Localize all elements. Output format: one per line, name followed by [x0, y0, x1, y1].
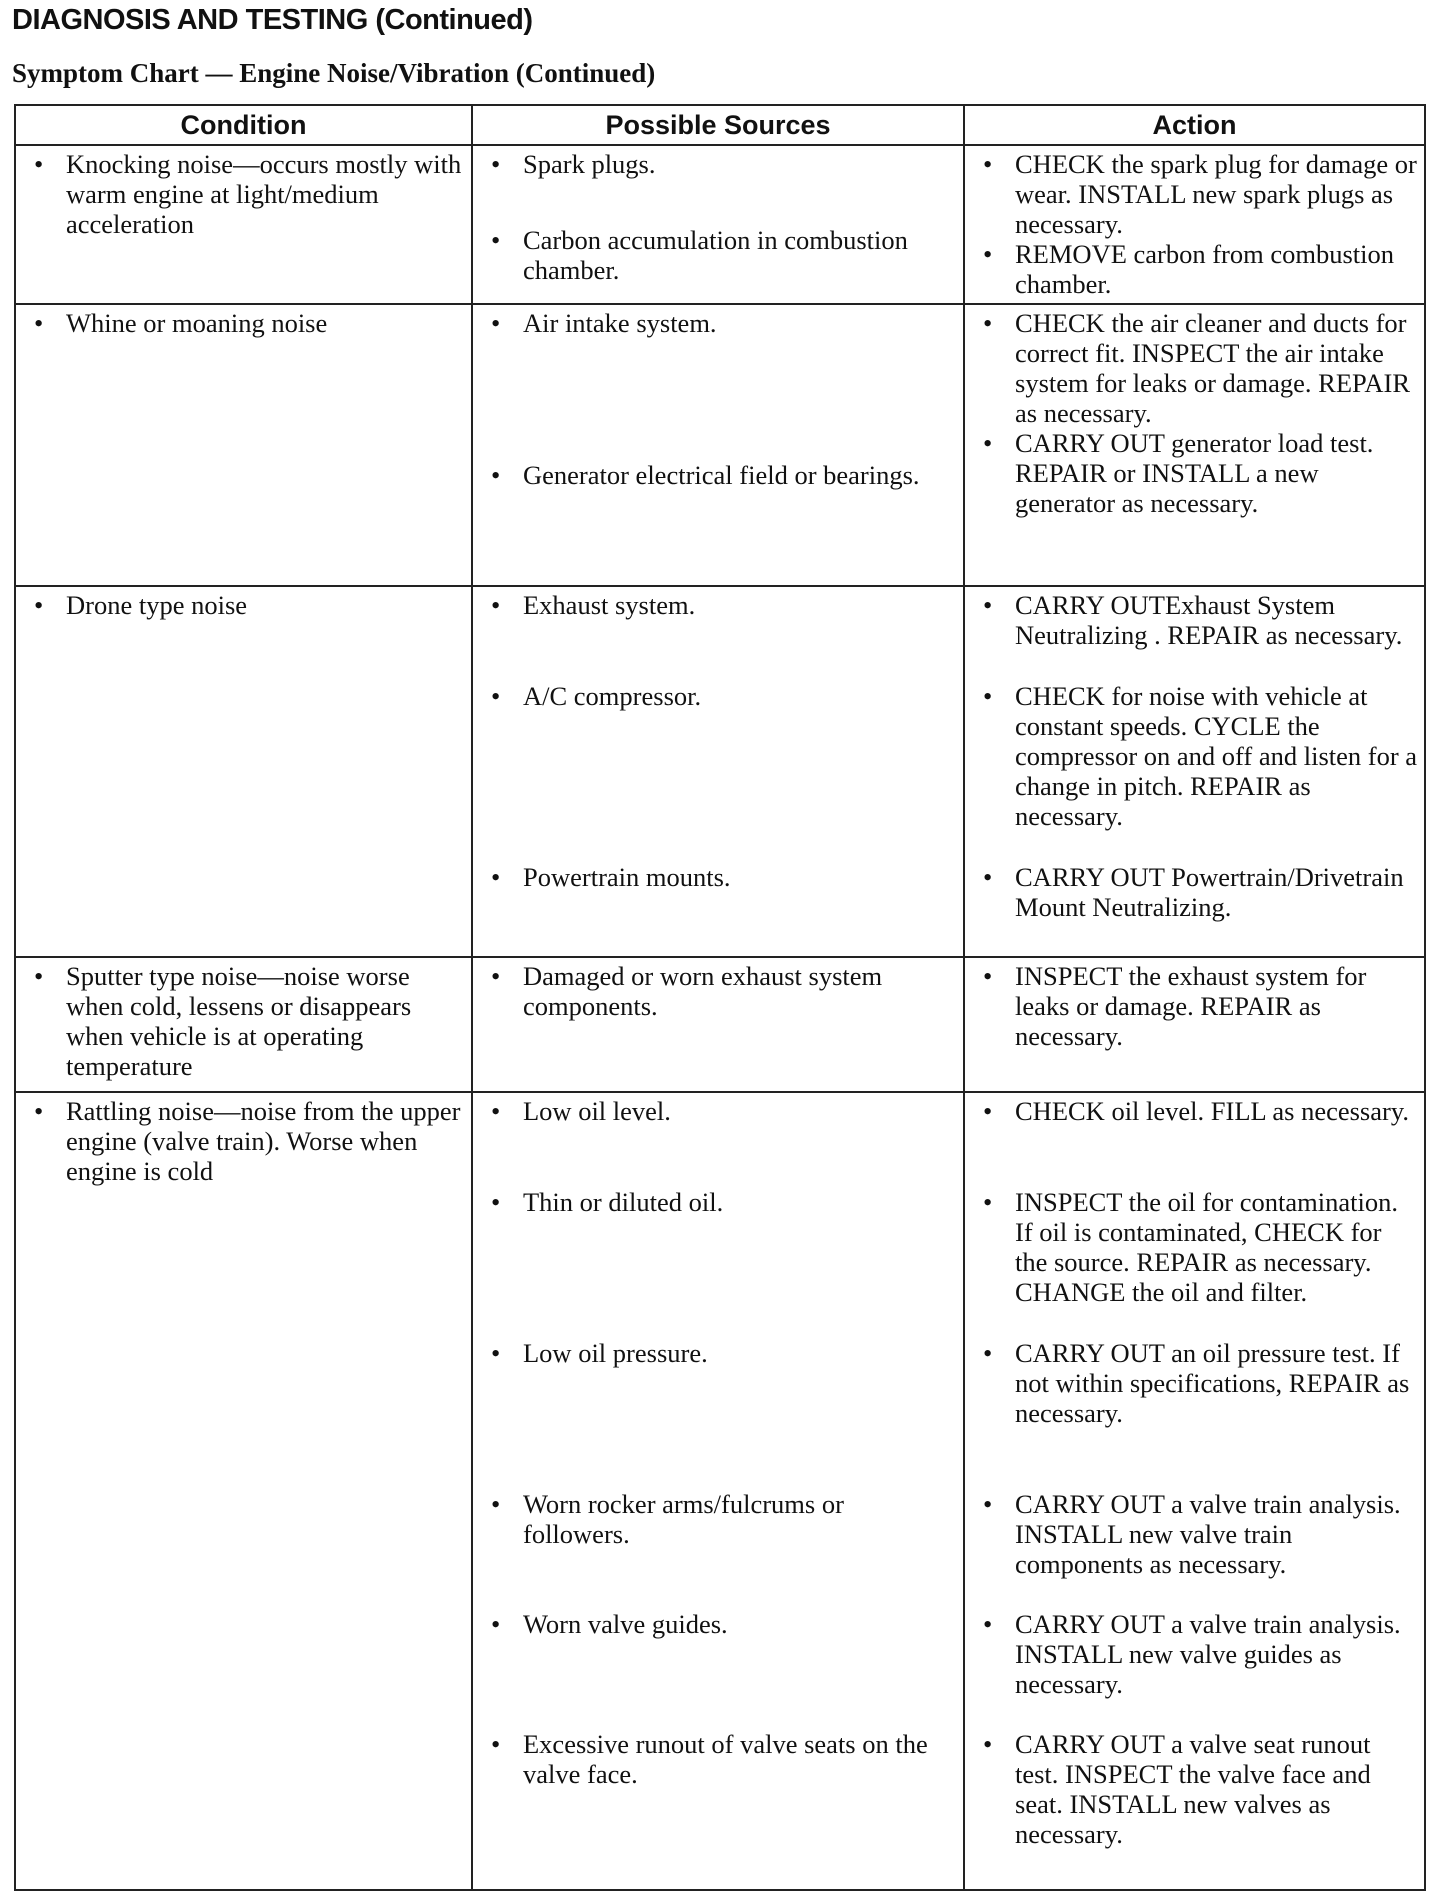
action-item [971, 590, 1418, 681]
bullet: • [34, 308, 44, 338]
action-text: CARRY OUT an oil pressure test. If not within specifications, REPAIR as necessary. [1015, 1338, 1410, 1428]
action-cell [964, 1092, 1425, 1890]
condition-text: Sputter type noise—noise worse when cold, lessens or disappears when vehicle is at operating temperature [66, 961, 412, 1081]
bullet: • [491, 1489, 501, 1519]
bullet: • [491, 961, 501, 991]
source-text: Exhaust system. [523, 590, 696, 620]
condition-cell [15, 957, 472, 1092]
source-text: Spark plugs. [523, 149, 656, 179]
table-row [15, 304, 1425, 586]
source-text: Worn rocker arms/fulcrums or followers. [523, 1489, 844, 1549]
action-text: CARRY OUT Powertrain/Drivetrain Mount Neutralizing. [1015, 862, 1404, 922]
source-text: Air intake system. [523, 308, 717, 338]
condition-text: Drone type noise [66, 590, 248, 620]
bullet: • [983, 1096, 993, 1126]
source-item [479, 961, 957, 1021]
column-header-condition: Condition [15, 105, 472, 145]
condition-cell [15, 145, 472, 304]
bullet: • [491, 1338, 501, 1368]
source-item [479, 1187, 957, 1338]
bullet: • [983, 1338, 993, 1368]
source-item [479, 225, 957, 285]
action-text: CHECK oil level. FILL as necessary. [1015, 1096, 1409, 1126]
source-item [479, 1729, 957, 1789]
bullet: • [983, 590, 993, 620]
condition-item [22, 590, 465, 620]
source-item [479, 1338, 957, 1489]
table-header-row [15, 105, 1425, 145]
action-cell [964, 304, 1425, 586]
bullet: • [983, 681, 993, 711]
bullet: • [491, 460, 501, 490]
chart-title: Symptom Chart — Engine Noise/Vibration (Continued) [12, 58, 656, 88]
action-text: INSPECT the exhaust system for leaks or damage. REPAIR as necessary. [1015, 961, 1367, 1051]
condition-cell [15, 304, 472, 586]
bullet: • [491, 225, 501, 255]
bullet: • [983, 1187, 993, 1217]
action-item [971, 149, 1418, 239]
action-item [971, 1338, 1418, 1489]
column-header-possible-sources: Possible Sources [472, 105, 964, 145]
action-item [971, 862, 1418, 922]
source-text: Damaged or worn exhaust system components. [523, 961, 883, 1021]
action-cell [964, 145, 1425, 304]
action-text: INSPECT the oil for contamination. If oil is contaminated, CHECK for the source. REPAIR as necessary. CHANGE the oil and filter. [1015, 1187, 1398, 1307]
source-item [479, 1609, 957, 1729]
condition-cell [15, 1092, 472, 1890]
sources-cell [472, 304, 964, 586]
action-cell [964, 957, 1425, 1092]
source-text: A/C compressor. [523, 681, 702, 711]
action-text: CARRY OUT a valve train analysis. INSTALL new valve guides as necessary. [1015, 1609, 1401, 1699]
bullet: • [491, 1187, 501, 1217]
bullet: • [34, 590, 44, 620]
action-text: CARRY OUT generator load test. REPAIR or INSTALL a new generator as necessary. [1015, 428, 1374, 518]
source-item [479, 149, 957, 225]
table-row [15, 1092, 1425, 1890]
bullet: • [491, 1729, 501, 1759]
bullet: • [983, 1729, 993, 1759]
condition-item [22, 1096, 465, 1186]
condition-item [22, 149, 465, 239]
source-item [479, 681, 957, 862]
bullet: • [983, 1489, 993, 1519]
source-text: Powertrain mounts. [523, 862, 731, 892]
action-item [971, 1729, 1418, 1849]
action-text: REMOVE carbon from combustion chamber. [1015, 239, 1395, 299]
action-item [971, 1489, 1418, 1609]
action-item [971, 681, 1418, 862]
bullet: • [491, 862, 501, 892]
action-text: CHECK the air cleaner and ducts for correct fit. INSPECT the air intake system for leaks or damage. REPAIR as necessary. [1015, 308, 1410, 428]
source-text: Low oil pressure. [523, 1338, 708, 1368]
table-row [15, 586, 1425, 957]
action-text: CHECK the spark plug for damage or wear. INSTALL new spark plugs as necessary. [1015, 149, 1417, 239]
source-text: Low oil level. [523, 1096, 671, 1126]
condition-cell [15, 586, 472, 957]
action-item [971, 1096, 1418, 1187]
bullet: • [491, 681, 501, 711]
action-text: CHECK for noise with vehicle at constant speeds. CYCLE the compressor on and off and listen for a change in pitch. REPAIR as necessary. [1015, 681, 1418, 831]
source-text: Carbon accumulation in combustion chamber. [523, 225, 908, 285]
bullet: • [34, 149, 44, 179]
bullet: • [34, 961, 44, 991]
condition-item [22, 308, 465, 338]
source-item [479, 1096, 957, 1187]
action-text: CARRY OUT a valve train analysis. INSTALL new valve train components as necessary. [1015, 1489, 1401, 1579]
action-text: CARRY OUTExhaust System Neutralizing . REPAIR as necessary. [1015, 590, 1403, 650]
condition-item [22, 961, 465, 1081]
table-row [15, 957, 1425, 1092]
action-cell [964, 586, 1425, 957]
condition-text: Knocking noise—occurs mostly with warm engine at light/medium acceleration [66, 149, 462, 239]
sources-cell [472, 586, 964, 957]
condition-text: Whine or moaning noise [66, 308, 328, 338]
source-item [479, 590, 957, 681]
section-heading: DIAGNOSIS AND TESTING (Continued) [12, 4, 533, 36]
sources-cell [472, 957, 964, 1092]
source-text: Thin or diluted oil. [523, 1187, 724, 1217]
bullet: • [34, 1096, 44, 1126]
bullet: • [491, 1096, 501, 1126]
bullet: • [491, 1609, 501, 1639]
source-text: Excessive runout of valve seats on the valve face. [523, 1729, 928, 1789]
column-header-action: Action [964, 105, 1425, 145]
source-text: Worn valve guides. [523, 1609, 728, 1639]
table-row [15, 145, 1425, 304]
bullet: • [983, 149, 993, 179]
condition-text: Rattling noise—noise from the upper engine (valve train). Worse when engine is cold [66, 1096, 461, 1186]
bullet: • [983, 862, 993, 892]
symptom-chart-table [14, 104, 1426, 1891]
source-item [479, 862, 957, 892]
source-item [479, 460, 957, 490]
bullet: • [491, 308, 501, 338]
action-item [971, 1609, 1418, 1729]
action-item [971, 428, 1418, 518]
bullet: • [983, 428, 993, 458]
source-text: Generator electrical field or bearings. [523, 460, 920, 490]
action-item [971, 961, 1418, 1051]
bullet: • [983, 961, 993, 991]
sources-cell [472, 1092, 964, 1890]
action-item [971, 1187, 1418, 1338]
sources-cell [472, 145, 964, 304]
bullet: • [491, 590, 501, 620]
action-text: CARRY OUT a valve seat runout test. INSPECT the valve face and seat. INSTALL new valves as necessary. [1015, 1729, 1371, 1849]
bullet: • [983, 239, 993, 269]
action-item [971, 239, 1418, 299]
bullet: • [491, 149, 501, 179]
bullet: • [983, 308, 993, 338]
action-item [971, 308, 1418, 428]
source-item [479, 1489, 957, 1609]
source-item [479, 308, 957, 460]
bullet: • [983, 1609, 993, 1639]
